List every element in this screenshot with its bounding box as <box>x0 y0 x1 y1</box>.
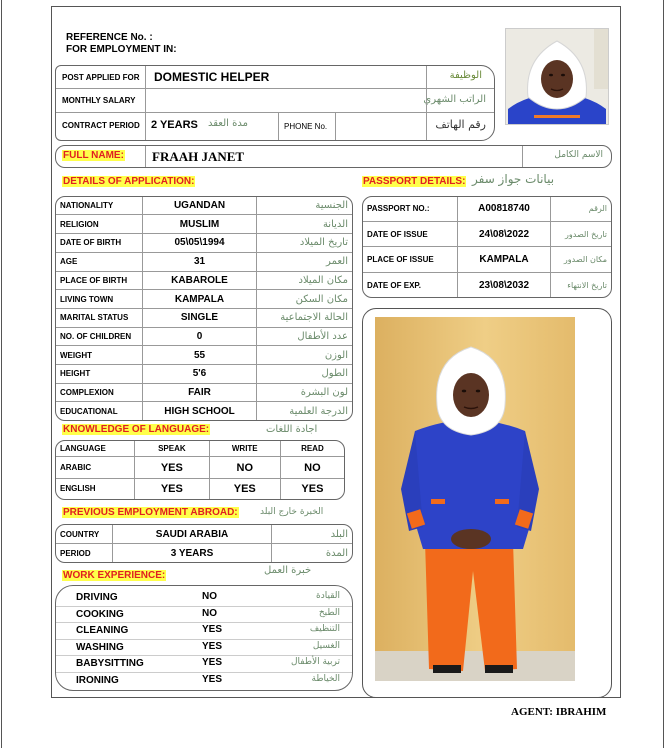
previous-row <box>56 525 352 544</box>
passport-heading: PASSPORT DETAILS: <box>363 176 466 187</box>
work-label: CLEANING <box>76 625 129 636</box>
salary-label: MONTHLY SALARY <box>62 96 136 105</box>
passport-arabic: تاريخ الانتهاء <box>567 280 607 290</box>
work-value: NO <box>202 591 217 602</box>
language-cell: NO <box>209 457 280 479</box>
details-heading: DETAILS OF APPLICATION: <box>63 176 195 187</box>
details-row <box>56 234 352 253</box>
work-arabic: التنظيف <box>309 624 340 634</box>
language-cell: YES <box>301 482 324 495</box>
work-row <box>56 623 352 640</box>
work-label: COOKING <box>76 608 124 620</box>
detail-label: NO. OF CHILDREN <box>56 327 143 346</box>
left-page-edge <box>1 0 2 748</box>
work-table <box>55 585 353 691</box>
detail-label: DATE OF BIRTH <box>56 234 143 253</box>
language-header-cell: LANGUAGE <box>56 441 135 457</box>
details-row <box>56 365 352 384</box>
work-value: NO <box>202 607 217 619</box>
language-cell: ARABIC <box>56 457 135 479</box>
details-row <box>56 346 352 365</box>
post-value: DOMESTIC HELPER <box>154 70 270 84</box>
details-row <box>56 252 352 271</box>
detail-arabic: الدرجة العلمية <box>289 405 348 417</box>
v-sep-1 <box>145 66 146 140</box>
passport-arabic: تاريخ الصدور <box>551 221 612 247</box>
full-name-value: FRAAH JANET <box>152 149 245 164</box>
work-row <box>56 656 352 673</box>
details-row <box>56 327 352 346</box>
detail-value: FAIR <box>143 383 257 402</box>
language-row <box>56 457 344 479</box>
detail-value: UGANDAN <box>143 197 257 215</box>
contract-label: CONTRACT PERIOD <box>62 121 140 130</box>
passport-arabic: مكان الصدور <box>551 247 612 273</box>
language-header-row <box>56 441 344 457</box>
full-name-label: FULL NAME: <box>63 150 124 161</box>
passport-value: 24\08\2022 <box>458 221 551 247</box>
work-arabic: تربية الأطفال <box>290 657 340 667</box>
detail-label: EDUCATIONAL <box>56 402 143 420</box>
detail-arabic: الحالة الاجتماعية <box>257 308 353 327</box>
contract-arabic: مدة العقد <box>208 118 248 129</box>
passport-photo <box>505 28 609 125</box>
detail-arabic: لون البشرة <box>257 383 353 402</box>
language-cell: ENGLISH <box>56 478 135 499</box>
post-label: POST APPLIED FOR <box>62 73 140 82</box>
work-arabic: الطبخ <box>318 607 340 618</box>
full-name-bar <box>55 145 612 168</box>
phone-label: PHONE No. <box>284 122 328 131</box>
details-table <box>55 196 353 421</box>
work-label: IRONING <box>76 674 119 686</box>
contract-value: 2 YEARS <box>151 119 198 131</box>
post-arabic: الوظيفة <box>449 70 482 81</box>
details-row <box>56 402 352 420</box>
previous-value: 3 YEARS <box>113 544 272 563</box>
language-cell: YES <box>209 478 280 499</box>
detail-value: MUSLIM <box>143 215 257 234</box>
work-label: DRIVING <box>76 592 118 603</box>
language-cell: YES <box>135 478 210 499</box>
detail-value: 31 <box>143 252 257 271</box>
details-row <box>56 197 352 215</box>
details-row <box>56 383 352 402</box>
detail-label: MARITAL STATUS <box>56 308 143 327</box>
detail-arabic: مكان الميلاد <box>257 271 353 290</box>
detail-arabic: مكان السكن <box>257 290 353 309</box>
passport-row <box>363 273 611 297</box>
detail-arabic: عدد الأطفال <box>257 327 353 346</box>
passport-arabic: الرقم <box>551 197 612 221</box>
work-value: YES <box>202 657 223 668</box>
passport-table <box>362 196 612 298</box>
detail-label: HEIGHT <box>56 365 143 384</box>
detail-arabic: الديانة <box>257 215 353 234</box>
language-cell: YES <box>135 457 210 479</box>
right-page-edge <box>663 0 664 748</box>
detail-label: PLACE OF BIRTH <box>56 271 143 290</box>
language-header-cell: WRITE <box>209 441 280 457</box>
phone-arabic: رقم الهاتف <box>435 118 486 131</box>
salary-arabic: الراتب الشهري <box>423 94 486 105</box>
work-label: BABYSITTING <box>76 658 144 669</box>
work-row <box>56 590 352 607</box>
detail-label: NATIONALITY <box>56 197 143 215</box>
work-heading-arabic: خبرة العمل <box>264 565 312 576</box>
work-row <box>56 673 352 689</box>
detail-arabic: العمر <box>257 252 353 271</box>
passport-row <box>363 221 611 247</box>
previous-heading: PREVIOUS EMPLOYMENT ABROAD: <box>63 507 238 518</box>
previous-arabic: البلد <box>272 525 353 544</box>
salary-divider <box>56 112 494 113</box>
agent-name: AGENT: IBRAHIM <box>511 706 607 718</box>
detail-arabic: الجنسية <box>257 197 353 215</box>
language-heading-arabic: اجادة اللغات <box>266 424 318 435</box>
full-name-divider <box>145 146 146 167</box>
detail-value: KAMPALA <box>143 290 257 309</box>
language-row <box>56 478 344 499</box>
v-sep-2 <box>426 66 427 140</box>
work-value: YES <box>202 624 223 635</box>
detail-label: AGE <box>56 252 143 271</box>
v-sep-3 <box>278 112 279 140</box>
detail-value: 05\05\1994 <box>143 234 257 253</box>
details-row <box>56 290 352 309</box>
detail-value: KABAROLE <box>143 271 257 290</box>
detail-label: LIVING TOWN <box>56 290 143 309</box>
work-label: WASHING <box>76 641 124 653</box>
passport-value: A00818740 <box>458 197 551 221</box>
passport-label: PASSPORT NO.: <box>363 197 458 221</box>
language-cell: NO <box>280 457 344 479</box>
work-value: YES <box>202 673 223 685</box>
detail-arabic: الوزن <box>257 346 353 365</box>
previous-arabic: المدة <box>325 547 348 559</box>
language-header-cell: READ <box>280 441 344 457</box>
detail-arabic: تاريخ الميلاد <box>257 234 353 253</box>
full-name-arabic: الاسم الكامل <box>554 150 603 160</box>
language-header-cell: SPEAK <box>135 441 210 457</box>
previous-value: SAUDI ARABIA <box>113 525 272 544</box>
details-row <box>56 271 352 290</box>
detail-value: SINGLE <box>143 308 257 327</box>
previous-table <box>55 524 353 563</box>
detail-label: COMPLEXION <box>56 383 143 402</box>
detail-value: 55 <box>143 346 257 365</box>
v-sep-4 <box>335 112 336 140</box>
work-value: YES <box>202 640 223 652</box>
work-arabic: الغسيل <box>312 640 340 651</box>
position-table <box>55 65 495 141</box>
reference-number: REFERENCE No. : <box>66 32 153 43</box>
passport-label: PLACE OF ISSUE <box>363 247 458 273</box>
passport-value: KAMPALA <box>458 247 551 273</box>
post-divider <box>56 88 494 89</box>
passport-row <box>363 247 611 273</box>
previous-label: PERIOD <box>56 544 113 563</box>
work-arabic: القيادة <box>316 591 340 601</box>
work-arabic: الخياطة <box>311 673 340 684</box>
work-row <box>56 607 352 624</box>
previous-row <box>56 544 352 563</box>
language-heading: KNOWLEDGE OF LANGUAGE: <box>63 424 210 435</box>
passport-label: DATE OF ISSUE <box>363 221 458 247</box>
passport-value: 23\08\2032 <box>458 273 551 297</box>
previous-label: COUNTRY <box>56 525 113 544</box>
employment-country: FOR EMPLOYMENT IN: <box>66 44 177 55</box>
detail-value: HIGH SCHOOL <box>143 402 257 420</box>
detail-value: 5'6 <box>143 365 257 384</box>
passport-row <box>363 197 611 221</box>
detail-label: WEIGHT <box>56 346 143 365</box>
full-name-divider-2 <box>522 146 523 167</box>
details-row <box>56 308 352 327</box>
work-heading: WORK EXPERIENCE: <box>63 570 166 581</box>
work-row <box>56 640 352 657</box>
details-row <box>56 215 352 234</box>
detail-arabic: الطول <box>257 365 353 384</box>
full-body-photo <box>362 308 612 698</box>
previous-heading-arabic: الخبرة خارج البلد <box>260 507 324 517</box>
language-table <box>55 440 345 500</box>
passport-label: DATE OF EXP. <box>363 273 458 297</box>
detail-label: RELIGION <box>56 215 143 234</box>
passport-heading-arabic: بيانات جواز سفر <box>472 172 555 186</box>
detail-value: 0 <box>143 327 257 346</box>
